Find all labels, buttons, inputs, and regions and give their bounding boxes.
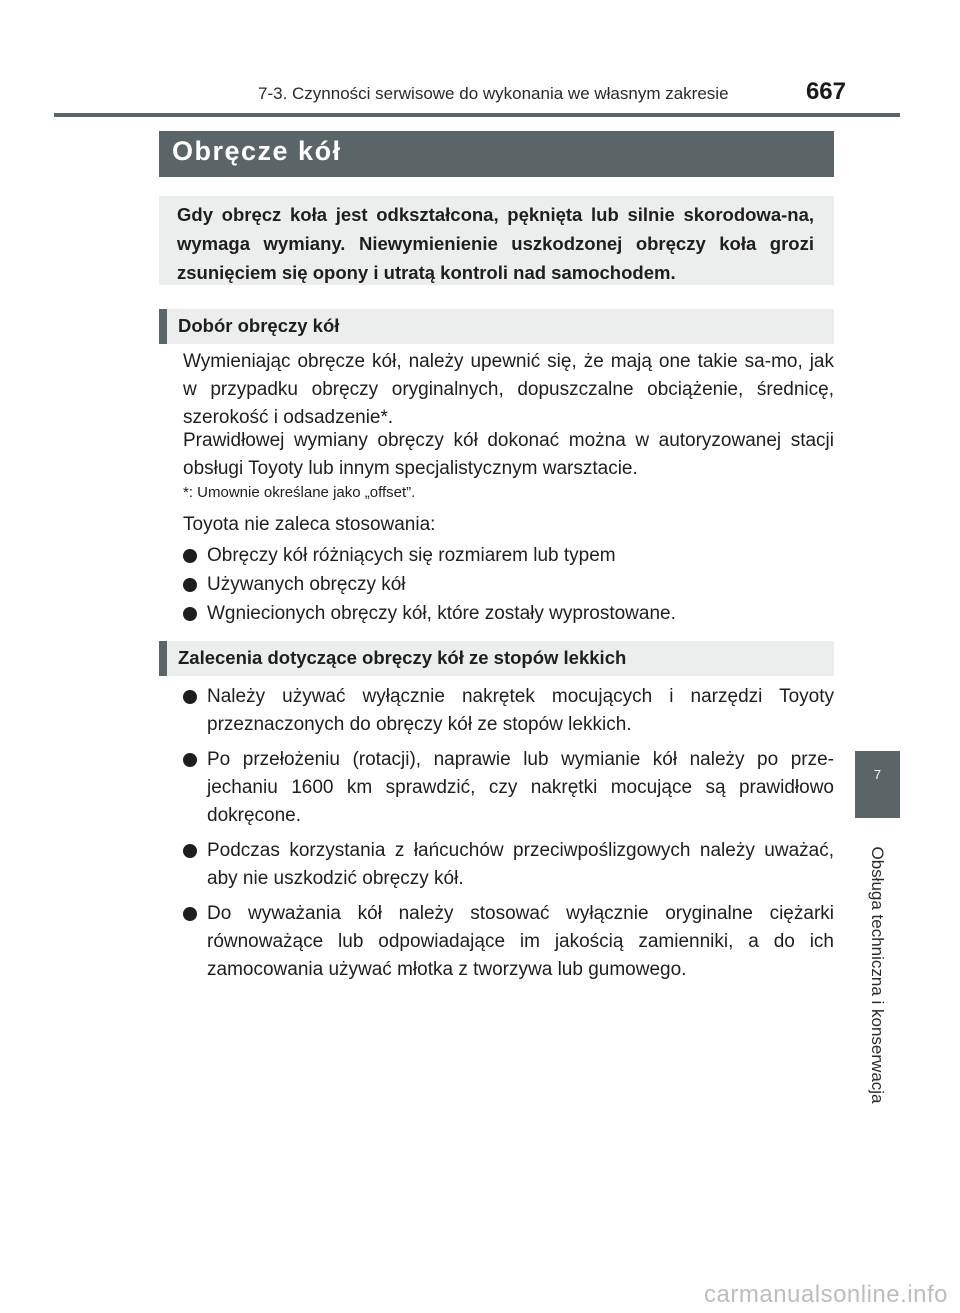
intro-box <box>159 196 834 285</box>
list-item-text: Używanych obręczy kół <box>207 574 406 595</box>
bullet-icon <box>183 844 197 858</box>
list-item <box>183 600 834 628</box>
chapter-tab <box>855 751 900 818</box>
list-item <box>183 837 834 893</box>
bullet-icon <box>183 607 197 621</box>
subheading-alloy-wheels <box>159 641 834 676</box>
list-item-text: Należy używać wyłącznie nakrętek mocujących i narzędzi Toyoty przeznaczonych do obręczy kół ze stopów lekkich. <box>207 686 834 735</box>
subheading-wheel-selection <box>159 309 834 344</box>
header-rule <box>54 113 900 117</box>
page-number: 667 <box>805 78 846 105</box>
section-title-bar <box>159 131 834 177</box>
subheading-label: Dobór obręczy kół <box>178 315 340 336</box>
selection-paragraph-1: Wymieniając obręcze kół, należy upewnić się, że mają one takie sa-mo, jak w przypadku obręczy oryginalnych, dopuszczalne obciążenie, średnicę, szerokość i odsadzenie*. <box>183 351 834 428</box>
header-title: 7-3. Czynności serwisowe do wykonania we własnym zakresie <box>258 84 729 103</box>
lead-text: Toyota nie zaleca stosowania: <box>183 514 436 535</box>
bullet-icon <box>183 907 197 921</box>
watermark: carmanualsonline.info <box>704 1281 948 1308</box>
list-item-text: Podczas korzystania z łańcuchów przeciwpoślizgowych należy uważać, aby nie uszkodzić obręczy kół. <box>207 840 834 889</box>
bullet-icon <box>183 578 197 592</box>
list-item <box>183 683 834 739</box>
bullet-icon <box>183 690 197 704</box>
subheading-label: Zalecenia dotyczące obręczy kół ze stopów lekkich <box>178 647 627 668</box>
list-item <box>183 900 834 984</box>
list-item-text: Do wyważania kół należy stosować wyłącznie oryginalne ciężarki równoważące lub odpowiadające im jakością zamienniki, a do ich zamocowania używać młotka z tworzywa lub gumowego. <box>207 903 834 980</box>
list-item-text: Obręczy kół różniących się rozmiarem lub typem <box>207 545 616 566</box>
list-item <box>183 542 834 570</box>
list-item-text: Wgniecionych obręczy kół, które zostały wyprostowane. <box>207 603 676 624</box>
alloy-bullet-list <box>183 683 834 991</box>
chapter-side-label: Obsługa techniczna i konserwacja <box>868 846 887 1104</box>
list-item <box>183 571 834 599</box>
section-title: Obręcze kół <box>172 136 342 166</box>
bullet-icon <box>183 753 197 767</box>
selection-bullet-list <box>183 542 834 629</box>
chapter-number: 7 <box>873 767 882 782</box>
selection-paragraph-2: Prawidłowej wymiany obręczy kół dokonać można w autoryzowanej stacji obsługi Toyoty lub innym specjalistycznym warsztacie. <box>183 430 834 479</box>
list-item <box>183 746 834 830</box>
list-item-text: Po przełożeniu (rotacji), naprawie lub wymianie kół należy po prze-jechaniu 1600 km sprawdzić, czy nakrętki mocujące są prawidłowo dokręcone. <box>207 749 834 826</box>
footnote: *: Umownie określane jako „offset”. <box>183 484 416 501</box>
bullet-icon <box>183 549 197 563</box>
intro-text: Gdy obręcz koła jest odkształcona, pęknięta lub silnie skorodowa-na, wymaga wymiany. Niewymienienie uszkodzonej obręczy koła grozi zsunięciem się opony i utratą kontroli nad samochodem. <box>177 204 814 283</box>
